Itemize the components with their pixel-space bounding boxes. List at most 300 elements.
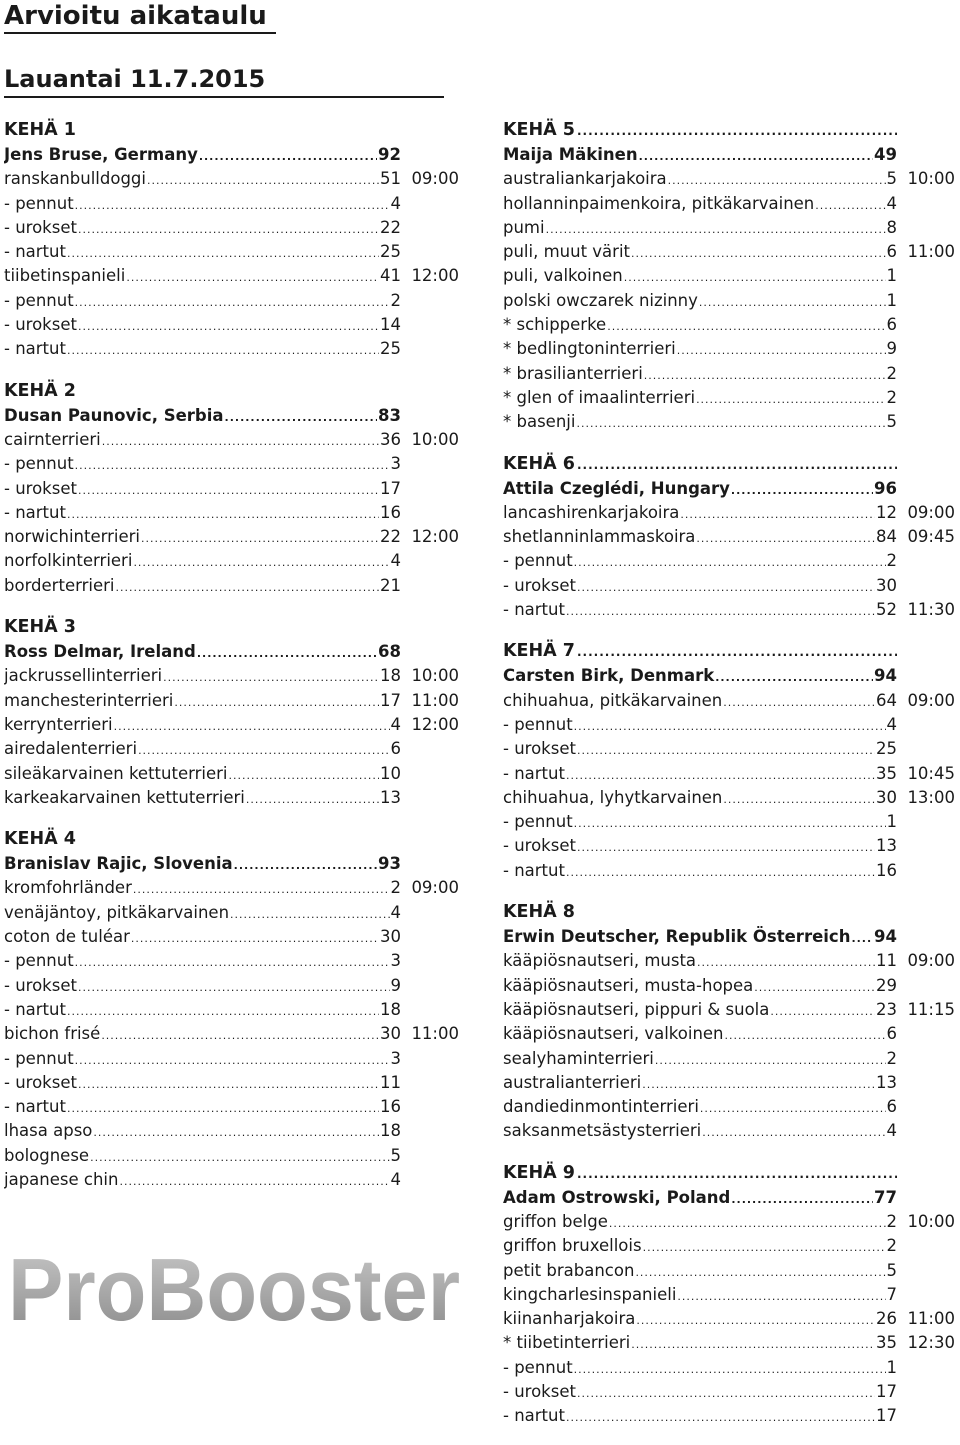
entry-line xyxy=(503,949,897,975)
ring-title: KEHÄ 4 xyxy=(4,829,76,850)
dot-leader xyxy=(636,1309,875,1333)
entry-row xyxy=(4,501,464,525)
entry-line xyxy=(4,452,401,478)
entry-line xyxy=(4,574,401,600)
entry-row xyxy=(4,289,464,313)
entry-count: 16 xyxy=(380,502,401,522)
dot-leader xyxy=(631,1333,875,1357)
entry-row xyxy=(503,362,958,386)
breed-name: saksanmetsästysterrieri xyxy=(503,1121,702,1141)
entry-line xyxy=(503,501,897,527)
dot-leader xyxy=(668,169,886,193)
entry-count: 14 xyxy=(380,315,401,335)
entry-row xyxy=(4,313,464,337)
breed-name: pumi xyxy=(503,217,545,237)
dot-leader xyxy=(101,1024,379,1048)
dot-leader xyxy=(643,1236,886,1260)
entry-count: 64 xyxy=(876,690,897,710)
entry-line xyxy=(4,974,401,1000)
entry-time: 10:00 xyxy=(411,429,459,449)
entry-line xyxy=(503,549,897,575)
entry-row xyxy=(503,167,958,191)
entry-count: 11 xyxy=(380,1072,401,1092)
breed-name: chihuahua, lyhytkarvainen xyxy=(503,787,723,807)
entry-count: 29 xyxy=(876,975,897,995)
entry-row xyxy=(503,762,958,786)
entry-line xyxy=(4,1168,401,1194)
entry-row xyxy=(4,574,464,598)
breed-name: kääpiösnautseri, musta xyxy=(503,951,697,971)
judge-total-count: 92 xyxy=(378,145,401,164)
dot-leader xyxy=(131,927,379,951)
entry-count: 9 xyxy=(390,975,401,995)
entry-count: 4 xyxy=(390,714,401,734)
entry-count: 51 xyxy=(380,169,401,189)
breed-name: tiibetinspanieli xyxy=(4,266,126,286)
entry-line xyxy=(503,362,897,388)
entry-line xyxy=(4,925,401,951)
breed-name: kiinanharjakoira xyxy=(503,1309,636,1329)
entry-count: 18 xyxy=(380,1121,401,1141)
entry-count: 1 xyxy=(886,1357,897,1377)
dot-leader xyxy=(677,339,886,363)
entry-line xyxy=(4,713,401,739)
breed-name: griffon bruxellois xyxy=(503,1236,642,1256)
judge-line xyxy=(4,404,401,430)
judge-line xyxy=(4,852,401,878)
judge-total-count: 94 xyxy=(874,666,897,686)
entry-count: 4 xyxy=(390,193,401,213)
entry-count: 16 xyxy=(876,860,897,880)
dot-leader xyxy=(851,927,873,951)
entry-row xyxy=(4,428,464,452)
dot-leader xyxy=(228,764,379,788)
entry-count: 5 xyxy=(886,412,897,432)
dot-leader xyxy=(78,976,390,1000)
breed-name: sealyhaminterrieri xyxy=(503,1048,654,1068)
entry-count: 22 xyxy=(380,527,401,547)
dot-leader xyxy=(723,691,875,715)
breed-name: - pennut xyxy=(4,454,74,474)
breed-name: - pennut xyxy=(503,714,573,734)
entry-line xyxy=(503,1356,897,1382)
entry-line xyxy=(4,762,401,788)
judge-name: Erwin Deutscher, Republik Österreich xyxy=(503,927,851,947)
breed-name: griffon belge xyxy=(503,1211,608,1231)
dot-leader xyxy=(163,666,379,690)
breed-name: ranskanbulldoggi xyxy=(4,169,146,189)
entry-count: 21 xyxy=(380,575,401,595)
entry-count: 2 xyxy=(886,363,897,383)
dot-leader xyxy=(577,836,875,860)
entry-line xyxy=(4,264,401,290)
breed-name: - urokset xyxy=(503,1382,576,1402)
entry-line xyxy=(503,192,897,218)
left-column xyxy=(4,117,464,1208)
breed-name: bichon frisé xyxy=(4,1024,101,1044)
entry-row xyxy=(503,216,958,240)
judge-row xyxy=(503,664,958,688)
dot-leader xyxy=(699,291,886,315)
breed-name: * basenji xyxy=(503,412,576,432)
breed-name: - pennut xyxy=(503,1357,573,1377)
judge-row xyxy=(503,925,958,949)
entry-line xyxy=(4,949,401,975)
breed-name: * tiibetinterrieri xyxy=(503,1333,631,1353)
entry-row xyxy=(4,192,464,216)
entry-count: 52 xyxy=(876,600,897,620)
entry-row xyxy=(4,240,464,264)
entry-count: 4 xyxy=(886,193,897,213)
entry-row xyxy=(503,598,958,622)
entry-row xyxy=(4,1095,464,1119)
judge-row xyxy=(503,143,958,167)
dot-leader xyxy=(631,242,885,266)
breed-name: - pennut xyxy=(503,551,573,571)
ring-title-text: KEHÄ 5 xyxy=(503,120,575,140)
breed-name: - nartut xyxy=(503,1406,565,1426)
schedule-date: Lauantai 11.7.2015 xyxy=(4,62,444,98)
entry-count: 25 xyxy=(380,339,401,359)
entry-count: 17 xyxy=(380,478,401,498)
breed-name: - nartut xyxy=(4,339,66,359)
entry-line xyxy=(503,1119,897,1145)
entry-time: 09:45 xyxy=(907,527,955,547)
breed-name: kääpiösnautseri, valkoinen xyxy=(503,1024,724,1044)
dot-leader xyxy=(78,1073,379,1097)
dot-leader xyxy=(566,764,875,788)
entry-row xyxy=(503,713,958,737)
entry-line xyxy=(503,1380,897,1406)
dot-leader xyxy=(635,1261,885,1285)
judge-line xyxy=(4,143,401,169)
entry-line xyxy=(503,1307,897,1333)
entry-time: 09:00 xyxy=(907,690,955,710)
dot-leader xyxy=(574,812,886,836)
ring-block xyxy=(4,826,464,1192)
breed-name: - urokset xyxy=(4,315,77,335)
entry-count: 35 xyxy=(876,763,897,783)
dot-leader xyxy=(546,218,886,242)
entry-row xyxy=(503,337,958,361)
entry-count: 4 xyxy=(886,714,897,734)
entry-row xyxy=(503,1071,958,1095)
entry-line xyxy=(503,1047,897,1073)
breed-name: norfolkinterrieri xyxy=(4,551,133,571)
entry-count: 12 xyxy=(876,502,897,522)
entry-time: 11:00 xyxy=(411,690,459,710)
entry-count: 17 xyxy=(876,1382,897,1402)
entry-count: 2 xyxy=(390,878,401,898)
entry-row xyxy=(4,876,464,900)
entry-line xyxy=(4,501,401,527)
dot-leader xyxy=(67,1000,379,1024)
entry-count: 2 xyxy=(886,1048,897,1068)
dot-leader xyxy=(566,600,875,624)
ring-title-text: KEHÄ 6 xyxy=(503,453,575,474)
entry-row xyxy=(4,1119,464,1143)
dot-leader xyxy=(93,1121,379,1145)
entry-line xyxy=(503,810,897,836)
entry-row xyxy=(503,1022,958,1046)
entry-line xyxy=(4,549,401,575)
breed-name: kääpiösnautseri, pippuri & suola xyxy=(503,999,770,1019)
dot-leader xyxy=(577,639,897,665)
entry-row xyxy=(503,1331,958,1355)
entry-time: 11:00 xyxy=(411,1024,459,1044)
dot-leader xyxy=(577,739,875,763)
entry-time: 09:00 xyxy=(411,878,459,898)
entry-line xyxy=(4,1095,401,1121)
entry-row xyxy=(4,264,464,288)
breed-name: petit brabancon xyxy=(503,1260,635,1280)
dot-leader xyxy=(607,315,885,339)
dot-leader xyxy=(574,715,886,739)
breed-name: - pennut xyxy=(503,812,573,832)
judge-total-count: 77 xyxy=(874,1187,897,1207)
entry-line xyxy=(4,1144,401,1170)
dot-leader xyxy=(75,291,390,315)
entry-row xyxy=(4,1168,464,1192)
entry-line xyxy=(4,1022,401,1048)
dot-leader xyxy=(75,194,390,218)
dot-leader xyxy=(702,1121,885,1145)
entry-row xyxy=(503,525,958,549)
entry-row xyxy=(503,689,958,713)
ring-block xyxy=(503,638,958,883)
entry-count: 25 xyxy=(380,242,401,262)
entry-row xyxy=(503,1259,958,1283)
judge-name: Jens Bruse, Germany xyxy=(4,145,198,164)
entry-row xyxy=(4,713,464,737)
entry-line xyxy=(4,998,401,1024)
entry-line xyxy=(503,525,897,551)
breed-name: japanese chin xyxy=(4,1169,119,1189)
entry-time: 09:00 xyxy=(411,169,459,189)
breed-name: kingcharlesinspanieli xyxy=(503,1284,677,1304)
breed-name: dandiedinmontinterrieri xyxy=(503,1097,699,1117)
breed-name: venäjäntoy, pitkäkarvainen xyxy=(4,902,230,922)
entry-count: 3 xyxy=(390,454,401,474)
dot-leader xyxy=(731,479,873,503)
ring-block xyxy=(503,451,958,623)
entry-count: 84 xyxy=(876,527,897,547)
entry-line xyxy=(4,901,401,927)
entry-row xyxy=(503,949,958,973)
breed-name: * schipperke xyxy=(503,315,607,335)
judge-line xyxy=(503,664,897,690)
ring-title-text: KEHÄ 9 xyxy=(503,1162,575,1183)
entry-row xyxy=(4,901,464,925)
dot-leader xyxy=(75,951,390,975)
breed-name: cairnterrieri xyxy=(4,429,101,449)
entry-count: 30 xyxy=(876,787,897,807)
entry-count: 18 xyxy=(380,666,401,686)
entry-row xyxy=(4,337,464,361)
dot-leader xyxy=(576,412,885,436)
entry-count: 6 xyxy=(886,1024,897,1044)
dot-leader xyxy=(642,1073,875,1097)
entry-count: 5 xyxy=(886,169,897,189)
entry-count: 13 xyxy=(876,836,897,856)
dot-leader xyxy=(115,576,379,600)
ring-title xyxy=(503,117,897,143)
entry-row xyxy=(4,216,464,240)
breed-name: - pennut xyxy=(4,951,74,971)
ring-title: KEHÄ 8 xyxy=(503,902,575,923)
entry-row xyxy=(4,737,464,761)
entry-line xyxy=(4,167,401,193)
breed-name: - nartut xyxy=(4,242,66,262)
entry-time: 12:00 xyxy=(411,714,459,734)
entry-row xyxy=(4,925,464,949)
dot-leader xyxy=(624,266,886,290)
dot-leader xyxy=(574,551,886,575)
entry-row xyxy=(503,1380,958,1404)
judge-total-count: 94 xyxy=(874,927,897,947)
dot-leader xyxy=(75,454,390,478)
dot-leader xyxy=(815,194,885,218)
breed-name: - nartut xyxy=(4,999,66,1019)
entry-row xyxy=(503,974,958,998)
entry-count: 6 xyxy=(886,242,897,262)
breed-name: australianterrieri xyxy=(503,1072,642,1092)
breed-name: - urokset xyxy=(4,217,77,237)
entry-row xyxy=(503,998,958,1022)
entry-line xyxy=(503,337,897,363)
entry-time: 11:30 xyxy=(907,600,955,620)
entry-line xyxy=(503,762,897,788)
dot-leader xyxy=(770,1000,875,1024)
dot-leader xyxy=(114,715,390,739)
breed-name: lhasa apso xyxy=(4,1121,93,1141)
breed-name: coton de tuléar xyxy=(4,927,130,947)
entry-time: 12:30 xyxy=(907,1333,955,1353)
dot-leader xyxy=(126,266,379,290)
entry-row xyxy=(4,477,464,501)
entry-time: 12:00 xyxy=(411,527,459,547)
entry-time: 09:00 xyxy=(907,502,955,522)
judge-row xyxy=(4,640,464,664)
entry-line xyxy=(503,598,897,624)
dot-leader xyxy=(700,1097,886,1121)
entry-count: 6 xyxy=(886,315,897,335)
breed-name: karkeakarvainen kettuterrieri xyxy=(4,787,245,807)
entry-line xyxy=(4,786,401,812)
breed-name: * bedlingtoninterrieri xyxy=(503,339,676,359)
dot-leader xyxy=(102,430,379,454)
dot-leader xyxy=(680,503,875,527)
dot-leader xyxy=(197,642,377,666)
breed-name: australiankarjakoira xyxy=(503,169,667,189)
breed-name: kääpiösnautseri, musta-hopea xyxy=(503,975,754,995)
entry-line xyxy=(4,1071,401,1097)
entry-line xyxy=(503,1210,897,1236)
entry-row xyxy=(503,859,958,883)
ring-title xyxy=(503,451,897,477)
entry-row xyxy=(503,1210,958,1234)
entry-row xyxy=(503,1283,958,1307)
entry-line xyxy=(4,428,401,454)
entry-row xyxy=(503,1234,958,1258)
entry-row xyxy=(4,549,464,573)
entry-line xyxy=(503,998,897,1024)
entry-row xyxy=(503,192,958,216)
entry-line xyxy=(4,664,401,690)
entry-row xyxy=(503,1404,958,1428)
ring-block xyxy=(4,614,464,810)
entry-line xyxy=(4,313,401,339)
dot-leader xyxy=(138,739,389,763)
breed-name: - nartut xyxy=(503,763,565,783)
judge-name: Adam Ostrowski, Poland xyxy=(503,1187,731,1207)
entry-row xyxy=(4,664,464,688)
breed-name: - urokset xyxy=(4,1072,77,1092)
entry-line xyxy=(503,1331,897,1357)
breed-name: * glen of imaalinterrieri xyxy=(503,387,696,407)
dot-leader xyxy=(234,854,377,878)
judge-name: Attila Czeglédi, Hungary xyxy=(503,478,730,498)
judge-name: Carsten Birk, Denmark xyxy=(503,666,715,686)
entry-row xyxy=(4,689,464,713)
entry-time: 10:00 xyxy=(907,169,955,189)
dot-leader xyxy=(78,218,379,242)
breed-name: puli, muut värit xyxy=(503,242,631,262)
breed-name: - pennut xyxy=(4,1048,74,1068)
entry-count: 1 xyxy=(886,812,897,832)
judge-total-count: 93 xyxy=(378,854,401,874)
dot-leader xyxy=(655,1049,886,1073)
entry-time: 10:00 xyxy=(907,1211,955,1231)
entry-row xyxy=(4,452,464,476)
breed-name: norwichinterrieri xyxy=(4,527,140,547)
entry-count: 4 xyxy=(886,1121,897,1141)
judge-row xyxy=(4,852,464,876)
entry-count: 11 xyxy=(876,951,897,971)
dot-leader xyxy=(67,339,379,363)
entry-row xyxy=(4,786,464,810)
entry-row xyxy=(4,1047,464,1071)
dot-leader xyxy=(577,576,875,600)
breed-name: - urokset xyxy=(4,975,77,995)
entry-count: 2 xyxy=(390,290,401,310)
dot-leader xyxy=(133,878,390,902)
entry-row xyxy=(4,762,464,786)
entry-count: 30 xyxy=(380,1024,401,1044)
ring-title: KEHÄ 1 xyxy=(4,120,76,140)
entry-count: 3 xyxy=(390,951,401,971)
judge-name: Branislav Rajic, Slovenia xyxy=(4,854,233,874)
judge-name: Maija Mäkinen xyxy=(503,145,638,164)
entry-line xyxy=(503,689,897,715)
entry-line xyxy=(503,1071,897,1097)
entry-count: 36 xyxy=(380,429,401,449)
ring-title xyxy=(503,638,897,664)
svg-text:ProBooster: ProBooster xyxy=(8,1250,460,1330)
breed-name: bolognese xyxy=(4,1145,90,1165)
dot-leader xyxy=(141,527,379,551)
entry-count: 3 xyxy=(390,1048,401,1068)
entry-time: 11:00 xyxy=(907,242,955,262)
entry-row xyxy=(503,1356,958,1380)
dot-leader xyxy=(723,788,875,812)
entry-row xyxy=(503,501,958,525)
entry-count: 13 xyxy=(380,787,401,807)
judge-line xyxy=(503,925,897,951)
entry-line xyxy=(503,216,897,242)
entry-line xyxy=(4,1047,401,1073)
dot-leader xyxy=(577,452,897,478)
